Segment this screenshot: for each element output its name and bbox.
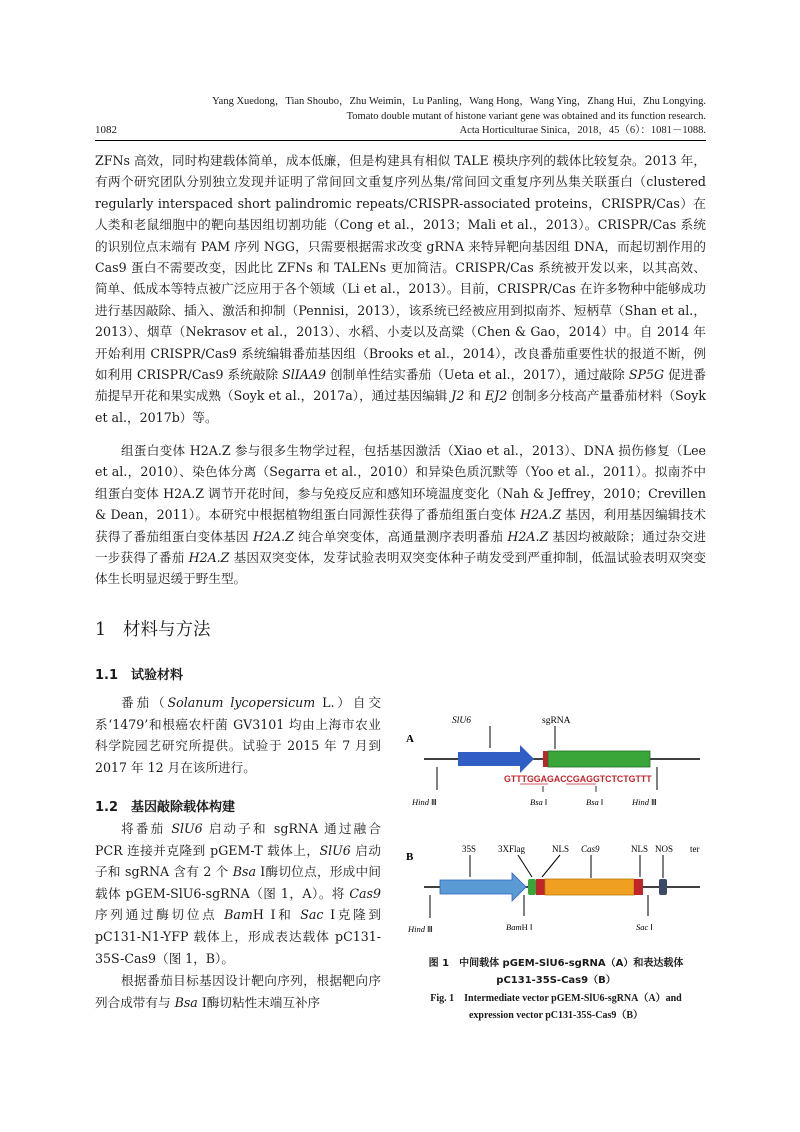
gene-name: H2A.Z [188,550,230,566]
vector-map-figure [400,712,712,952]
gene-name: H2A.Z [507,528,549,544]
gene-name: EJ2 [484,388,508,404]
gene-name: SlIAA9 [282,367,326,383]
slu6-label: SlU6 [452,716,471,726]
panel-b-label: B [406,851,414,863]
3xflag-label: 3XFlag [498,844,525,854]
target-sequence: GTTTGGAGACCGAGGTCTCTGTTT [504,774,652,784]
hind-right-label: Hind Ⅲ [632,797,657,807]
nls2-block [634,879,643,895]
body-paragraph-1: ZFNs 高效，同时构建载体简单，成本低廉，但是构建具有相似 TALE 模块序列的载体比较复杂。2013 年，有两个研究团队分别独立发现并证明了常间回文重复序列丛集/常间回文重复序列丛集关联蛋白（clustered regularly interspaced short palindromic repeats/CRISPR-associated proteins，CRISPR/Cas）在人类和老鼠细胞中的靶向基因组切割功能（Cong et al.，2013；Mali et al.，2013）。CRISPR/Cas 系统的识别位点末端有 PAM 序列 NGG，只需要根据需求改变 gRNA 来特异靶向基因组 DNA，而起切割作用的 Cas9 蛋白不需要改变，因此比 ZFNs 和 TALENs 更加简洁。CRISPR/Cas 系统被开发以来，以其高效、简单、低成本等特点被广泛应用于各个领域（Li et al.，2013）。目前，CRISPR/Cas 在许多物种中能够成功进行基因敲除、插入、激活和抑制（Pennisi，2013），该系统已经被应用到拟南芥、短柄草（Shan et al.，2013）、烟草（Nekrasov et al.，2013）、水稻、小麦以及高粱（Chen & Gao，2014）中。自 2014 年开始利用 CRISPR/Cas9 系统编辑番茄基因组（Brooks et al.，2014），改良番茄重要性状的报道不断，例如利用 CRISPR/Cas9 系统敲除 SlIAA9 创制单性结实番茄（Ueta et al.，2017），通过敲除 SP5G 促进番茄提早开花和果实成熟（Soyk et al.，2017a），通过基因编辑 J2 和 EJ2 创制多分枝高产量番茄材料（Soyk et al.，2017b）等。 [95,153,707,425]
nos-terminator-block [659,879,667,895]
3xflag-pointer [518,855,532,877]
cas9-block [545,879,634,895]
running-header [86,95,706,139]
subsection-heading-1-2: 1.2 基因敲除载体构建 [95,800,236,815]
page-number: 1082 [95,124,117,136]
figure-caption-en: Fig. 1 Intermediate vector pGEM-SlU6-sgRNA（A）and expression vector pC131-35S-Cas9（B） [430,993,682,1021]
nos-label: NOS [655,844,674,854]
nls1-pointer [542,855,560,877]
vector-paragraph-1: 将番茄 SlU6 启动子和 sgRNA 通过融合 PCR 连接并克隆到 pGEM-T 载体上，SlU6 启动子和 sgRNA 含有 2 个 Bsa Ⅰ酶切位点，形成中间载体 pGEM-SlU6-sgRNA（图 1，A）。将 Cas9 序列通过酶切位点 BamH Ⅰ和 Sac Ⅰ克隆到 pC131-N1-YFP 载体上，形成表达载体 pC131-35S-Cas9（图 1，B）。 [95,821,382,966]
sgrna-block [548,751,650,767]
sgrna-target-block [543,751,548,767]
slu6-promoter-arrow [458,745,534,773]
hind-left-label: Hind Ⅲ [412,797,437,807]
header-rule [95,140,706,141]
bsa2-label: Bsa Ⅰ [586,797,604,807]
figure-caption-cn: 图 1 中间载体 pGEM-SlU6-sgRNA（A）和表达载体 pC131-35S-Cas9（B） [428,958,684,986]
3xflag-block [528,879,536,895]
subsection-heading-1-1: 1.1 试验材料 [95,668,184,683]
header-title: Tomato double mutant of histone variant gene was obtained and its function research. [346,110,706,122]
35s-promoter-arrow [440,873,526,901]
35s-label: 35S [462,844,477,854]
nls2-label: NLS [631,844,649,854]
b-hind-label: Hind Ⅲ [408,924,433,934]
panel-a-label: A [406,733,414,745]
gene-name: H2A.Z [253,528,294,544]
nls1-block [536,879,545,895]
gene-name: H2A.Z [520,507,561,523]
section-heading: 1 材料与方法 [95,620,211,640]
header-citation: Acta Horticulturae Sinica，2018，45（6）：1081－1088. [459,125,706,136]
bamhi-label: BamH Ⅰ [506,922,533,932]
nls1-label: NLS [552,844,570,854]
vector-paragraph-2: 根据番茄目标基因设计靶向序列，根据靶向序列合成带有与 Bsa Ⅰ酶切粘性末端互补序 [95,973,381,1010]
saci-label: Sac Ⅰ [636,922,653,932]
ter-label: ter [690,844,700,854]
sgrna-label: sgRNA [542,716,571,726]
header-authors: Yang Xuedong，Tian Shoubo，Zhu Weimin，Lu Panling，Wang Hong，Wang Ying，Zhang Hui，Zhu Longying. [212,96,706,107]
cas9-label: Cas9 [581,844,600,854]
species-name: Solanum lycopersicum [167,695,316,710]
bsa1-label: Bsa Ⅰ [530,797,548,807]
gene-name: J2 [451,388,465,404]
materials-paragraph: 番茄（Solanum lycopersicum L.）自交系‘1479’和根癌农杆菌 GV3101 均由上海市农业科学院园艺研究所提供。试验于 2015 年 7 月到 2017 年 12 月在该所进行。 [95,695,382,775]
gene-name: SP5G [628,367,665,383]
body-paragraph-2: 组蛋白变体 H2A.Z 参与很多生物学过程，包括基因激活（Xiao et al.，2013）、DNA 损伤修复（Lee et al.，2010）、染色体分离（Segarra et al.，2010）和异染色质沉默等（Yoo et al.，2011）。拟南芥中组蛋白变体 H2A.Z 调节开花时间，参与免疫反应和感知环境温度变化（Nah & Jeffrey，2010；Crevillen & Dean，2011）。本研究中根据植物组蛋白同源性获得了番茄组蛋白变体 H2A.Z 基因，利用基因编辑技术获得了番茄组蛋白变体基因 H2A.Z 纯合单突变体，高通量测序表明番茄 H2A.Z 基因均被敲除；通过杂交进一步获得了番茄 H2A.Z 基因双突变体，发芽试验表明双突变体种子萌发受到严重抑制，低温试验表明双突变体生长明显迟缓于野生型。 [95,443,706,587]
